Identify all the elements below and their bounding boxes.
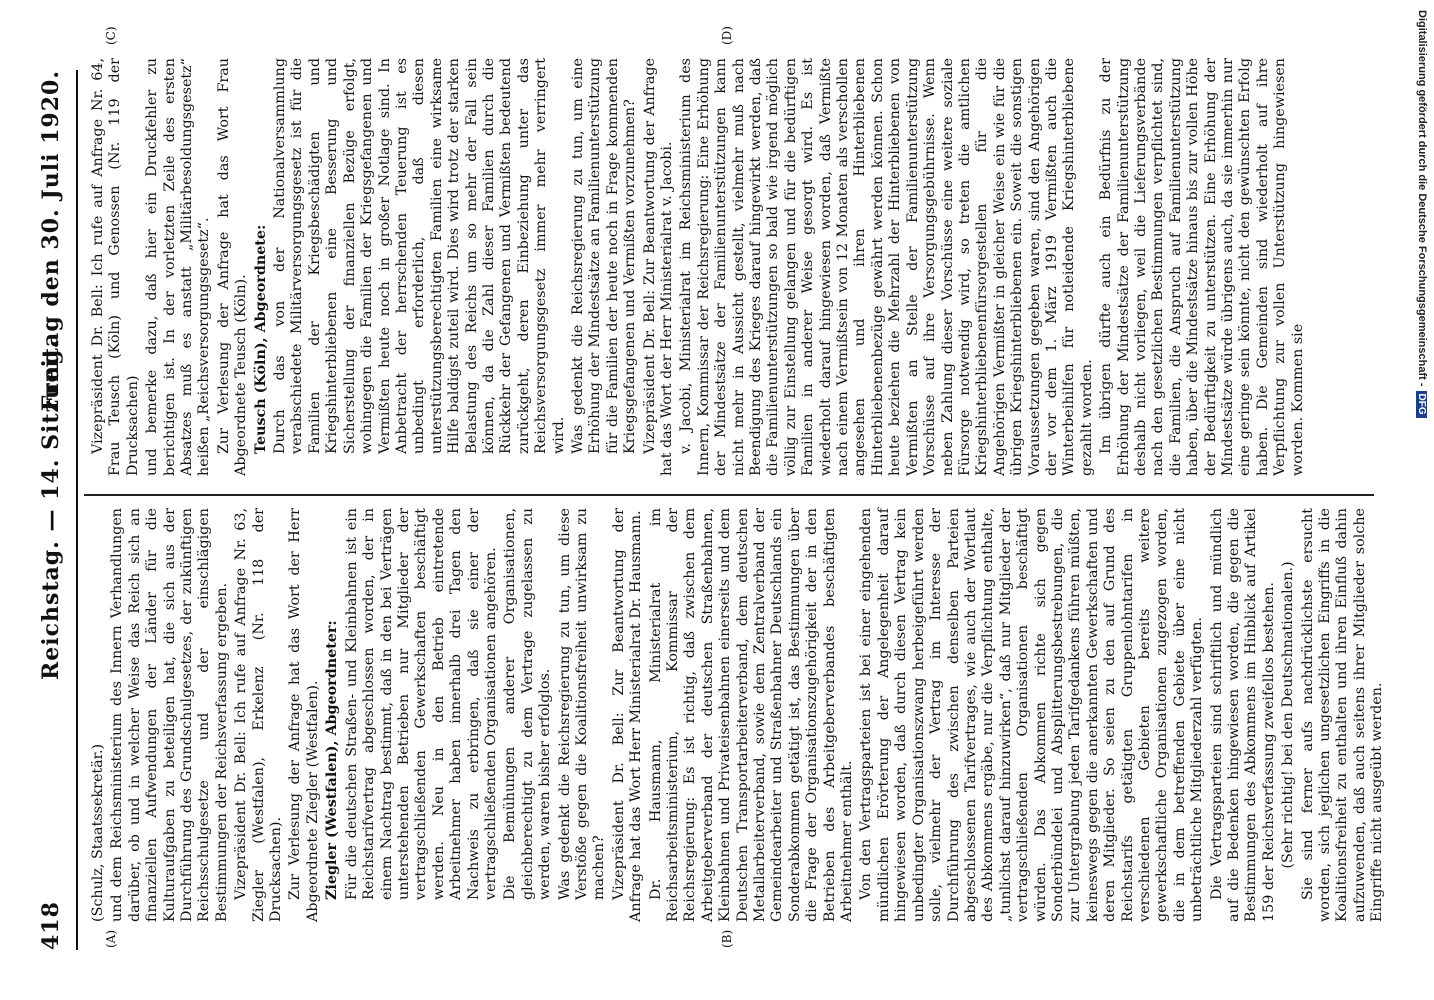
margin-mark-a: (A) <box>104 929 118 948</box>
paragraph: v. Jacobi, Ministerialrat im Reichsministerium des Innern, Kommissar der Reichsregierung: Eine Erhöhung der Mindestsätze der Familienunterstützungen kann nicht mehr in Aussicht gestellt, vielmehr muß nach Beendigung des Krieges darauf hingewirkt werden, daß die Familienunterstützungen so bald wie irgend möglich völlig zur Einstellung gelangen und für die bedürftigen Familien in anderer Weise gesorgt wird. Es ist wiederholt darauf hingewiesen worden, daß Vermißte nach einem Vermißtsein von 12 Monaten als verschollen angesehen und ihren Hinterbliebenen Hinterbliebenenbezüge gewährt werden können. Schon heute beziehen die Mehrzahl der Hinterbliebenen von Vermißten an Stelle der Familienunterstützung Vorschüsse auf ihre Versorgungsgebührnisse. Wenn neben Zahlung dieser Vorschüsse eine weitere soziale Fürsorge notwendig wird, so treten die amtlichen Kriegshinterbliebenenfürsorgestellen für die Angehörigen Vermißter in gleicher Weise ein wie für die übrigen Kriegshinterbliebenen ein. Soweit die sonstigen Voraussetzungen gegeben waren, sind den Angehörigen der vor dem 1. März 1919 Vermißten auch die Winterbeihilfen für notleidende Kriegshinterbliebene gezahlt worden. <box>678 58 1095 476</box>
paragraph: Vizepräsident Dr. Bell: Ich rufe auf Anfrage Nr. 63, Ziegler (Westfalen), Erkelenz (Nr. 118 der Drucksachen). <box>233 508 285 922</box>
right-column <box>90 58 1309 476</box>
paragraph: Dr. Hausmann, Ministerialrat im Reichsarbeitsministerium, Kommissar der Reichsregierung: Es ist richtig, daß zwischen dem Arbeitgeberverband der deutschen Straßenbahnen, Kleinbahnen und Privateisenbahnen einerseits und dem Deutschen Transportarbeiterverband, dem deutschen Metallarbeiterverband, sowie dem Zentralverband der Gemeindearbeiter und Straßenbahner Deutschlands ein Sonderabkommen getätigt ist, das Bestimmungen über die Frage der Organisationszugehörigkeit der in den Betrieben des Arbeitgeberverbandes beschäftigten Arbeitnehmer enthält. <box>647 508 856 922</box>
paragraph: Vizepräsident Dr. Bell: Zur Beantwortung der Anfrage hat das Wort Herr Ministerialrat Dr. Hausmann. <box>610 508 645 922</box>
paragraph: Was gedenkt die Reichsregierung zu tun, um eine Erhöhung der Mindestsätze an Familienunterstützung für die Familien der heute noch in Frage kommenden Kriegsgefangenen und Vermißten vorzunehmen? <box>569 58 639 454</box>
digitization-credit <box>1414 10 1428 710</box>
credit-text: Digitalisierung gefördert durch die Deutsche Forschungsgemeinschaft - <box>1416 10 1428 387</box>
session-date: Freitag den 30. Juli 1920. <box>38 70 64 412</box>
paragraph: Durch das von der Nationalversammlung verabschiedete Militärversorgungsgesetz ist für die Familien der Kriegsbeschädigten und Kriegshinterbliebenen eine Besserung und Sicherstellung der finanziellen Bezüge erfolgt, wohingegen die Familien der Kriegsgefangenen und Vermißten heute noch in großer Notlage sind. In Anbetracht der herrschenden Teuerung ist es unbedingt erforderlich, daß diesen unterstützungsberechtigten Familien eine wirksame Hilfe baldigst zuteil wird. Dies wird trotz der starken Belastung des Reichs um so mehr der Fall sein können, da die Zahl dieser Familien durch die Rückkehr der Gefangenen und Vermißten bedeutend zurückgeht, deren Einbeziehung unter das Reichsversorgungsgesetz immer mehr verringert wird. <box>272 58 567 454</box>
column-divider <box>84 494 1374 496</box>
header-rule <box>76 70 78 950</box>
margin-mark-c: (C) <box>104 26 118 45</box>
paragraph: Die Vertragsparteien sind schriftlich und mündlich auf die Bedenken hingewiesen worden, die gegen die Bestimmungen des Abkommens im Hinblick auf Artikel 159 der Reichsverfassung zweifellos bestehen. <box>1208 508 1277 922</box>
paragraph: Zur Verlesung der Anfrage hat das Wort Frau Abgeordnete Teusch (Köln). <box>215 58 250 476</box>
interjection: (Sehr richtig! bei den Deutschnationalen.) <box>1280 561 1297 869</box>
page-number: 418 <box>38 901 64 950</box>
paragraph: Für die deutschen Straßen- und Kleinbahnen ist ein Reichstarifvertrag abgeschlossen worden, der in einem Nachtrag bestimmt, daß in den bei Verträgen unterstehenden Betrieben nur Mitglieder der vertragschließenden Gewerkschaften beschäftigt werden. Neu in den Betrieb eintretende Arbeitnehmer haben innerhalb drei Tagen den Nachweis zu erbringen, daß sie einer der vertragschließenden Organisationen angehören. <box>343 508 499 900</box>
page-header <box>38 70 72 950</box>
paragraph: Sie sind ferner aufs nachdrücklichste ersucht worden, sich jeglichen ungesetzlichen Eingriffs in die Koalitionsfreiheit zu enthalten und ihren Einfluß dahin aufzuwenden, daß auch seitens ihrer Mitglieder solche Eingriffe nicht ausgeübt werden. <box>1299 508 1386 922</box>
margin-mark-d: (D) <box>720 26 734 45</box>
speaker-heading: Teusch (Köln), Abgeordnete: <box>252 224 269 454</box>
paragraph: und dem Reichsministerium des Innern Verhandlungen darüber, ob und in welcher Weise das Reich sich an finanziellen Aufwendungen der Länder für die Kulturaufgaben zu beteiligen hat, die sich aus der Durchführung des Grundschulgesetzes, der zukünftigen Reichsschulgesetze und der einschlägigen Bestimmungen der Reichsverfassung ergeben. <box>109 508 230 922</box>
session-title: Reichstag. — 14. Sitzung. <box>38 339 64 681</box>
paragraph: Vizepräsident Dr. Bell: Zur Beantwortung der Anfrage hat das Wort der Herr Ministerialrat v. Jacobi. <box>641 58 675 476</box>
dfg-logo: DFG <box>1416 391 1427 418</box>
paragraph: und bemerke dazu, daß hier ein Druckfehler zu berichtigen ist. In der vorletzten Zeile des ersten Absatzes muß es anstatt „Militärbesoldungsgesetz“ heißen „Reichsversorgungsgesetz“. <box>144 58 213 476</box>
paragraph: Die Bemühungen anderer Organisationen, gleichberechtigt zu dem Vertrage zugelassen zu werden, waren bisher erfolglos. <box>502 508 554 900</box>
paragraph: Von den Vertragsparteien ist bei einer eingehenden mündlichen Erörterung der Angelegenheit darauf hingewiesen worden, daß durch diesen Vertrag kein unbedingter Organisationszwang herbeigeführt werden solle, vielmehr der Vertrag im Interesse der Durchführung des zwischen denselben Parteien abgeschlossenen Tarifvertrages, wie auch der Wortlaut des Abkommens ergäbe, nur die Verpflichtung enthalte, „tunlichst darauf hinzuwirken“, daß nur Mitglieder der vertragschließenden Organisationen beschäftigt würden. Das Abkommen richte sich gegen Sonderbündelei und Absplitterungsbestrebungen, die zur Untergrabung jeden Tarifgedankens führen müßten, keineswegs gegen die anerkannten Gewerkschaften und deren Mitglieder. So seien zu den auf Grund des Reichstarifs getätigten Gruppenlohntarifen in verschiedenen Gebieten bereits weitere gewerkschaftliche Organisationen zugezogen worden, die in dem betreffenden Gebiete über eine nicht unbeträchtliche Mitgliederzahl verfügten. <box>858 508 1206 922</box>
speaker-heading: Ziegler (Westfalen), Abgeordneter: <box>324 620 341 900</box>
paragraph: Zur Verlesung der Anfrage hat das Wort der Herr Abgeordnete Ziegler (Westfalen). <box>287 508 321 922</box>
margin-mark-b: (B) <box>720 929 734 948</box>
paragraph: Im übrigen dürfte auch ein Bedürfnis zu der Erhöhung der Mindestsätze der Familienunterstützung deshalb nicht vorliegen, weil die Lieferungsverbände nach den gesetzlichen Bestimmungen verpflichtet sind, die Familien, die Anspruch auf Familienunterstützung haben, über die Mindestsätze hinaus bis zur vollen Höhe der Bedürftigkeit zu unterstützen. Eine Erhöhung der Mindestsätze würde übrigens auch, da sie immerhin nur eine geringe sein könnte, nicht den gewünschten Erfolg haben. Die Gemeinden sind wiederholt auf ihre Verpflichtung zur vollen Unterstützung hingewiesen worden. Kommen sie <box>1098 58 1306 476</box>
speaker-continuation: (Schulz, Staatssekretär.) <box>90 743 106 922</box>
left-column <box>90 508 1389 922</box>
paragraph: Vizepräsident Dr. Bell: Ich rufe auf Anfrage Nr. 64, Frau Teusch (Köln) und Genossen (Nr. 119 der Drucksachen) <box>90 58 141 476</box>
paragraph: Was gedenkt die Reichsregierung zu tun, um diese Verstöße gegen die Koalitionsfreiheit unwirksam zu machen? <box>556 508 608 900</box>
